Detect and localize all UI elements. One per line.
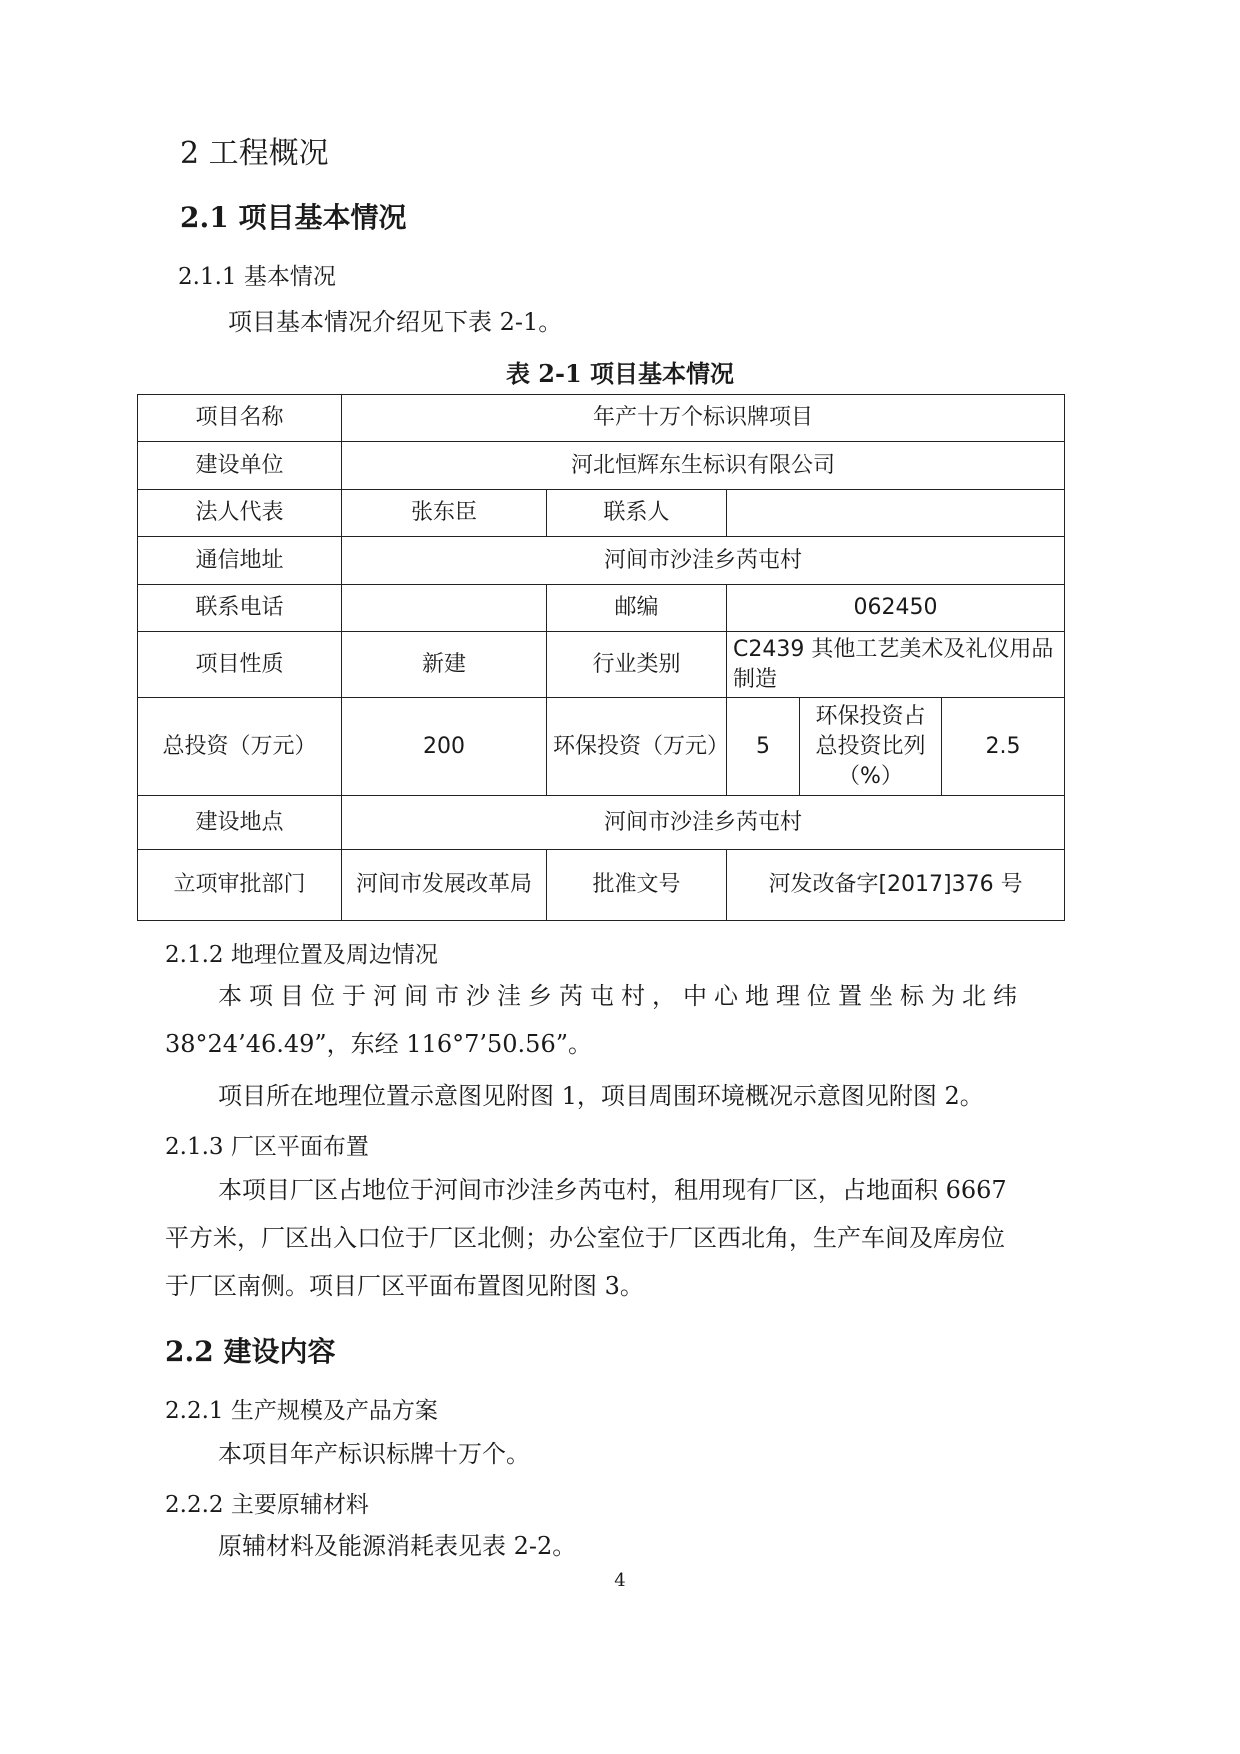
paragraph-line: 原辅材料及能源消耗表见表 2-2。 bbox=[218, 1532, 577, 1560]
table-label-cell: 行业类别 bbox=[547, 632, 727, 698]
table-label-cell: 立项审批部门 bbox=[138, 850, 342, 921]
table-label-cell: 联系人 bbox=[547, 490, 727, 537]
table-value-cell: 062450 bbox=[727, 585, 1065, 632]
table-label-cell: 联系电话 bbox=[138, 585, 342, 632]
table-row bbox=[138, 850, 1065, 921]
table-label-cell: 建设单位 bbox=[138, 442, 342, 490]
table-value-cell: C2439 其他工艺美术及礼仪用品制造 bbox=[727, 632, 1065, 698]
table-label-cell: 项目名称 bbox=[138, 395, 342, 442]
table-value-cell bbox=[727, 490, 1065, 537]
table-row bbox=[138, 537, 1065, 585]
table-value-cell: 200 bbox=[342, 698, 547, 796]
table-row bbox=[138, 632, 1065, 698]
table-row bbox=[138, 698, 1065, 796]
paragraph-line: 平方米，厂区出入口位于厂区北侧；办公室位于厂区西北角，生产车间及库房位 bbox=[165, 1224, 1005, 1252]
table-label-cell: 环保投资（万元） bbox=[547, 698, 727, 796]
table-row bbox=[138, 490, 1065, 537]
table-value-cell: 河发改备字[2017]376 号 bbox=[727, 850, 1065, 921]
subsection-heading-2-1-2: 2.1.2 地理位置及周边情况 bbox=[165, 942, 438, 968]
table-value-cell: 2.5 bbox=[942, 698, 1065, 796]
table-value-cell bbox=[342, 585, 547, 632]
table-row bbox=[138, 585, 1065, 632]
paragraph-line: 于厂区南侧。项目厂区平面布置图见附图 3。 bbox=[165, 1272, 644, 1300]
table-value-cell: 5 bbox=[727, 698, 800, 796]
table-label-cell: 环保投资占总投资比列（%） bbox=[800, 698, 942, 796]
table-label-cell: 法人代表 bbox=[138, 490, 342, 537]
table-value-cell: 河北恒辉东生标识有限公司 bbox=[342, 442, 1065, 490]
table-value-cell: 河间市沙洼乡芮屯村 bbox=[342, 537, 1065, 585]
subsection-heading-2-1-3: 2.1.3 厂区平面布置 bbox=[165, 1134, 369, 1160]
table-label-cell: 建设地点 bbox=[138, 796, 342, 850]
subsection-heading-2-1-1: 2.1.1 基本情况 bbox=[178, 264, 336, 290]
table-label-cell: 总投资（万元） bbox=[138, 698, 342, 796]
table-value-cell: 河间市发展改革局 bbox=[342, 850, 547, 921]
table-value-cell: 年产十万个标识牌项目 bbox=[342, 395, 1065, 442]
chapter-heading: 2 工程概况 bbox=[180, 136, 329, 171]
table-caption: 表 2-1 项目基本情况 bbox=[505, 359, 735, 388]
table-label-cell: 邮编 bbox=[547, 585, 727, 632]
subsection-heading-2-2-1: 2.2.1 生产规模及产品方案 bbox=[165, 1398, 438, 1424]
table-value-cell: 张东臣 bbox=[342, 490, 547, 537]
paragraph-line: 本项目厂区占地位于河间市沙洼乡芮屯村，租用现有厂区，占地面积 6667 bbox=[218, 1176, 1007, 1204]
table-row bbox=[138, 442, 1065, 490]
paragraph-line: 本项目位于河间市沙洼乡芮屯村，中心地理位置坐标为北纬 bbox=[218, 982, 1024, 1010]
project-info-table bbox=[137, 394, 1065, 921]
table-value-cell: 新建 bbox=[342, 632, 547, 698]
subsection-heading-2-2-2: 2.2.2 主要原辅材料 bbox=[165, 1492, 369, 1518]
table-label-cell: 通信地址 bbox=[138, 537, 342, 585]
intro-paragraph: 项目基本情况介绍见下表 2-1。 bbox=[228, 308, 563, 336]
paragraph-line: 38°24’46.49”，东经 116°7’50.56”。 bbox=[165, 1030, 592, 1058]
section-heading-2-1: 2.1 项目基本情况 bbox=[180, 201, 407, 234]
section-heading-2-2: 2.2 建设内容 bbox=[165, 1335, 336, 1368]
page-number: 4 bbox=[614, 1570, 626, 1591]
table-row bbox=[138, 395, 1065, 442]
paragraph-line: 项目所在地理位置示意图见附图 1，项目周围环境概况示意图见附图 2。 bbox=[218, 1082, 984, 1110]
table-label-cell: 项目性质 bbox=[138, 632, 342, 698]
table-value-cell: 河间市沙洼乡芮屯村 bbox=[342, 796, 1065, 850]
table-label-cell: 批准文号 bbox=[547, 850, 727, 921]
paragraph-line: 本项目年产标识标牌十万个。 bbox=[218, 1440, 530, 1468]
table-row bbox=[138, 796, 1065, 850]
